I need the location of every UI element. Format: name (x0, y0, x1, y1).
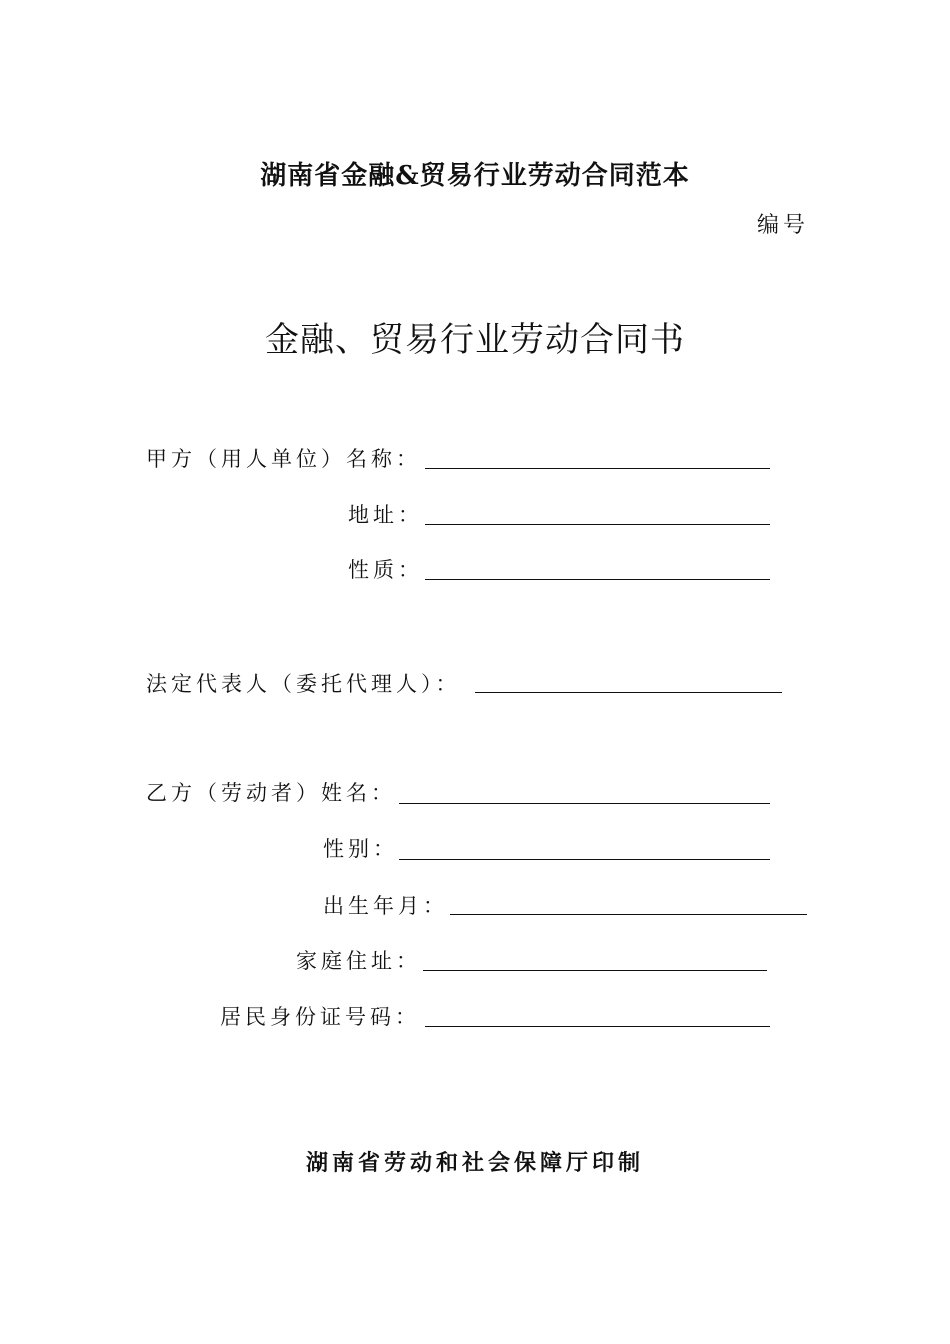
party-b-id-label: 居民身份证号码： (220, 1005, 420, 1029)
party-a-name-label: 甲方（用人单位）名称： (146, 447, 421, 471)
footer-issuer: 湖南省劳动和社会保障厅印制 (305, 1150, 644, 1176)
party-b-gender-field[interactable] (399, 859, 770, 860)
party-b-name-label: 乙方（劳动者）姓名： (146, 781, 396, 805)
party-a-nature-label: 性质： (348, 558, 423, 582)
party-b-birth-field[interactable] (450, 914, 807, 915)
contract-title: 金融、贸易行业劳动合同书 (265, 320, 685, 360)
party-a-address-label: 地址： (348, 503, 423, 527)
party-b-address-label: 家庭住址： (296, 949, 421, 973)
serial-number-label: 编号 (757, 213, 810, 238)
document-title: 湖南省金融&贸易行业劳动合同范本 (260, 161, 690, 191)
party-a-address-field[interactable] (425, 524, 770, 525)
party-b-id-field[interactable] (425, 1026, 770, 1027)
legal-representative-label: 法定代表人（委托代理人）： (146, 672, 461, 696)
party-a-name-field[interactable] (425, 468, 770, 469)
party-b-birth-label: 出生年月： (323, 894, 448, 918)
party-b-gender-label: 性别： (323, 837, 398, 861)
party-b-address-field[interactable] (423, 970, 767, 971)
party-a-nature-field[interactable] (425, 579, 770, 580)
legal-representative-field[interactable] (475, 692, 782, 693)
party-b-name-field[interactable] (399, 803, 770, 804)
